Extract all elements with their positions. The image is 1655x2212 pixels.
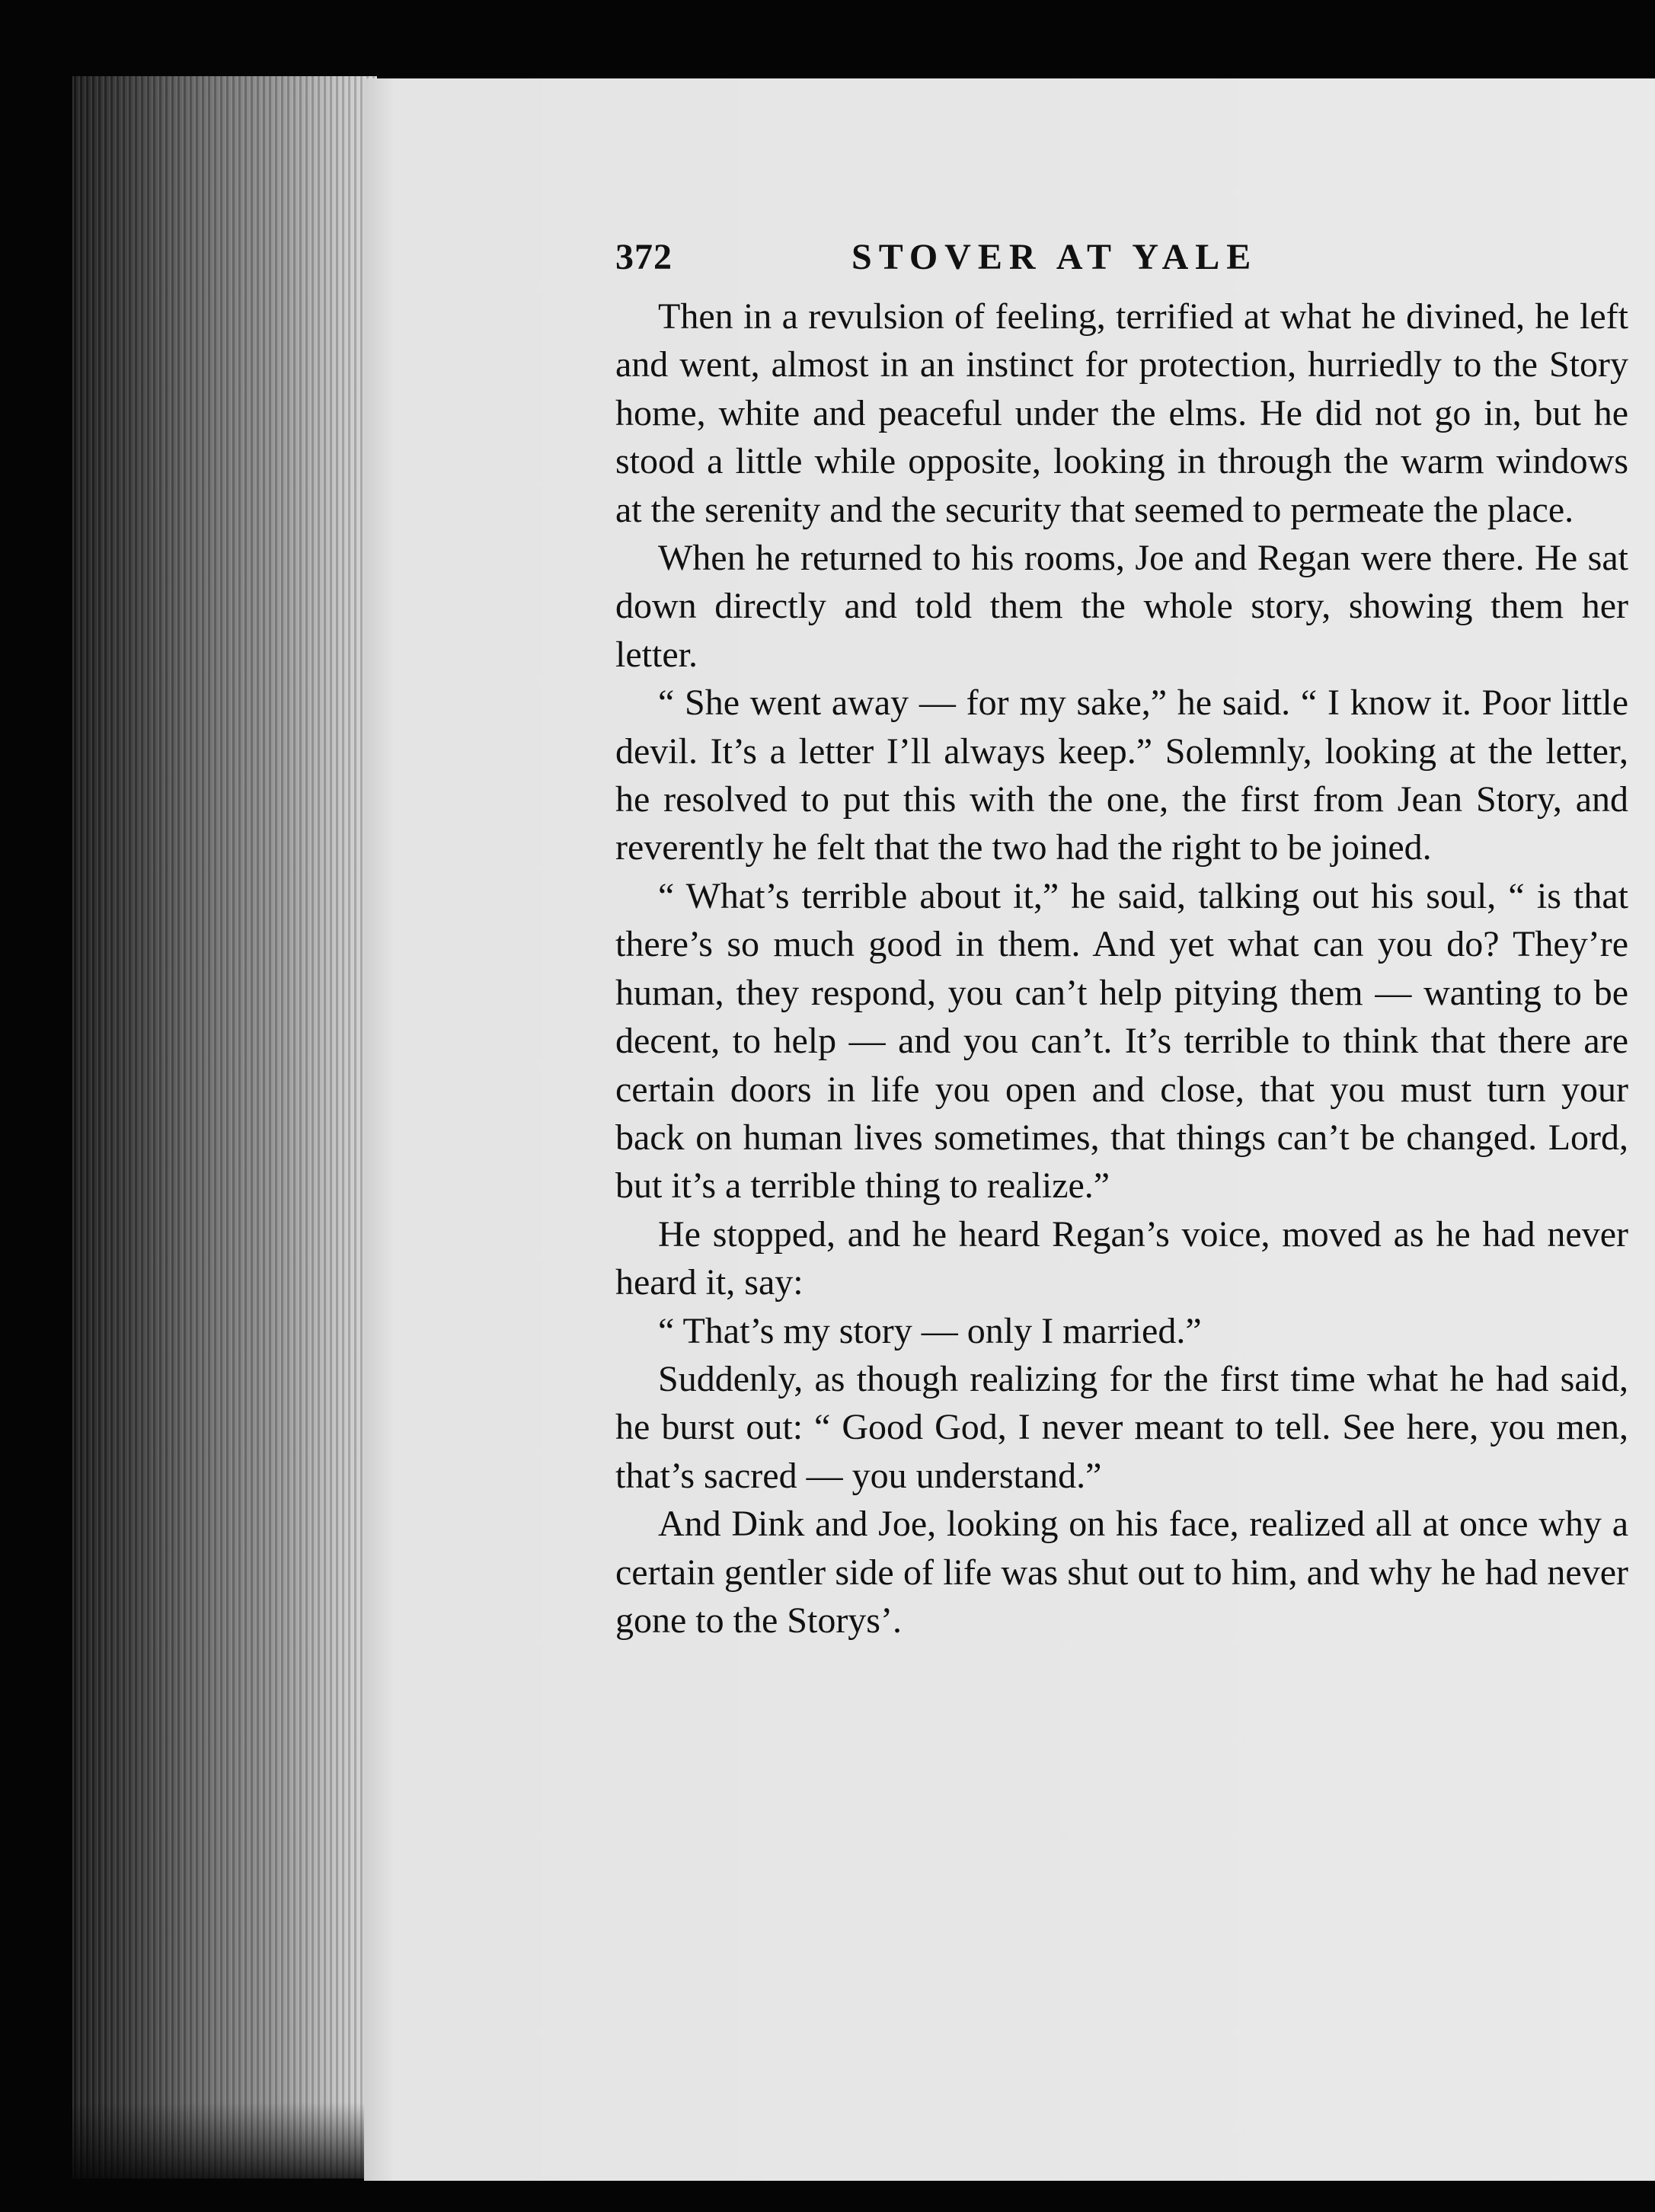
body-text bbox=[615, 292, 1628, 1645]
paragraph: Then in a revulsion of feeling, terrified at what he divined, he left and went, almost in an instinct for protection, hurriedly to the Story home, white and peaceful under the elms. He did not go in, but he stood a little while opposite, looking in through the warm windows at the serenity and the security that seemed to permeate the place. bbox=[615, 296, 1628, 530]
paragraph: Suddenly, as though realizing for the first time what he had said, he burst out: “ Good God, I never meant to tell. See here, you men, that’s sacred — you understand.” bbox=[615, 1358, 1628, 1496]
paragraph: And Dink and Joe, looking on his face, realized all at once why a certain gentler side of life was shut out to him, and why he had never gone to the Storys’. bbox=[615, 1504, 1628, 1641]
page-number: 372 bbox=[615, 237, 673, 277]
paragraph: “ What’s terrible about it,” he said, talking out his soul, “ is that there’s so much good in them. And yet what can you do? They’re human, they respond, you can’t help pitying them — wanting to be decent, to help — and you can’t. It’s terrible to think that there are certain doors in life you open and close, that you must turn your back on human lives sometimes, that things can’t be changed. Lord, but it’s a terrible thing to realize.” bbox=[615, 875, 1628, 1207]
paragraph: “ She went away — for my sake,” he said. “ I know it. Poor little devil. It’s a letter I’ll always keep.” Solemnly, looking at the letter, he resolved to put this with the one, the first from Jean Story, and reverently he felt that the two had the right to be joined. bbox=[615, 682, 1628, 868]
book-page-edges bbox=[72, 76, 377, 2178]
book-edge-shadow bbox=[72, 2102, 392, 2194]
paragraph: He stopped, and he heard Regan’s voice, moved as he had never heard it, say: bbox=[615, 1213, 1628, 1303]
page-content bbox=[615, 236, 1628, 1645]
paragraph: When he returned to his rooms, Joe and Regan were there. He sat down directly and told them the whole story, showing them her letter. bbox=[615, 538, 1628, 675]
paragraph: “ That’s my story — only I married.” bbox=[658, 1310, 1202, 1351]
running-head bbox=[615, 236, 1628, 289]
book-title: STOVER AT YALE bbox=[851, 237, 1258, 277]
